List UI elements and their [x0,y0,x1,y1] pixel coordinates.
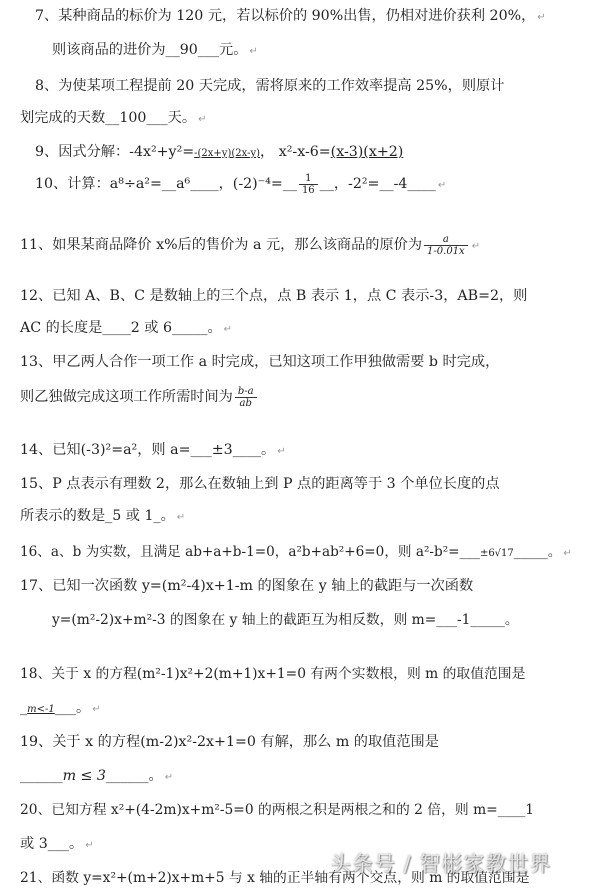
question-11-fraction: $\frac{a}{1-0.01x}$ [424,234,468,257]
question-20-answer: 或 3___。 [20,836,84,852]
question-19-text: 19、关于 x 的方程(m-2)x²-2x+1=0 有解，那么 m 的取值范围是 [20,734,439,750]
question-7-answer: 则该商品的进价为__90___元。 [52,42,248,58]
question-13-line-2: 则乙独做完成这项工作所需时间为 $\frac{b-a}{ab}$ [20,384,591,410]
question-9-answer-2: (x-3)(x+2) [330,144,404,160]
question-9-answer-1: -(2x+y)(2x-y) [194,148,261,159]
question-13-text: 13、甲乙两人合作一项工作 a 时完成，已知这项工作甲独做需要 b 时完成， [20,354,500,370]
question-7-line-1: 7、某种商品的标价为 120 元，若以标价的 90%出售，仍相对进价获利 20%， ↵ [35,8,546,24]
question-11: 11、如果某商品降价 x%后的售价为 a 元，那么该商品的原价为 $\frac{a}{1-0.01x}$ ↵ [20,233,481,257]
question-13-line-1 [20,352,591,372]
question-16-answer: ±6√17 [479,548,514,559]
watermark-text: 头条号 / 智彬家教世界 [330,852,552,876]
question-12-line-1 [20,286,591,306]
question-12-answer: AC 的长度是____2 或 6_____。 [20,320,222,336]
question-19-line-2: ______m ≤ 3______。 ↵ [20,768,174,784]
question-12-line-2: AC 的长度是____2 或 6_____。 ↵ [20,320,233,336]
question-7-text: 7、某种商品的标价为 120 元，若以标价的 90%出售，仍相对进价获利 20%， [35,8,536,24]
question-18-text: 18、关于 x 的方程(m²-1)x²+2(m+1)x+1=0 有两个实数根，则 m 的取值范围是 [20,666,526,682]
question-15-answer: 所表示的数是_5 或 1_。 [20,508,175,524]
question-16: 16、a、b 为实数，且满足 ab+a+b-1=0，a²b+ab²+6=0，则 a²-b²=___±6√17_____。 ↵ [20,544,572,560]
question-18-line-1 [20,664,591,684]
question-20-line-1 [20,800,591,820]
question-14: 14、已知(-3)²=a²，则 a=___±3____。 ↵ [20,442,286,458]
question-10-fraction: $\frac{1}{16}$ [299,173,318,196]
question-8-answer: 划完成的天数__100___天。 [20,110,197,126]
question-12-text: 12、已知 A、B、C 是数轴上的三个点，点 B 表示 1，点 C 表示-3，AB=2，则 [20,288,528,304]
question-10-answer-1: a⁶ [176,176,191,192]
question-17-line-1 [20,576,591,596]
question-18-answer: m<-1 [27,704,55,715]
question-21: 21、函数 y=x²+(m+2)x+m+5 与 x 轴的正半轴有两个交点，则 m 的取值范围是 [20,870,530,886]
question-15-line-1 [20,474,591,494]
question-20-line-2: 或 3___。 ↵ [20,836,94,852]
question-10: 10、计算：a⁸÷a²=__a⁶____，(-2)⁻⁴=__ $\frac{1}{16}$ __，-2²=__-4____ ↵ [35,172,447,196]
question-8-line-2: 划完成的天数__100___天。 ↵ [20,110,207,126]
question-19-answer: m ≤ 3 [62,768,106,784]
question-8-text: 8、为使某项工程提前 20 天完成，需将原来的工作效率提高 25%，则原计 [35,78,505,94]
question-15-text: 15、P 点表示有理数 2，那么在数轴上到 P 点的距离等于 3 个单位长度的点 [20,476,500,492]
question-13-fraction: $\frac{b-a}{ab}$ [235,386,257,409]
question-17-line-2 [52,610,591,630]
question-18-line-2: _m<-1___。 ↵ [20,700,101,716]
question-19-line-1 [20,732,591,752]
question-17-answer: y=(m²-2)x+m²-3 的图象在 y 轴上的截距互为相反数，则 m=___-1_____。 [52,612,519,628]
question-15-line-2: 所表示的数是_5 或 1_。 ↵ [20,508,186,524]
question-7-line-2: 则该商品的进价为__90___元。 ↵ [52,42,258,58]
question-8-line-1 [35,76,591,96]
question-17-text: 17、已知一次函数 y=(m²-4)x+1-m 的图象在 y 轴上的截距与一次函数 [20,578,474,594]
question-20-text: 20、已知方程 x²+(4-2m)x+m²-5=0 的两根之积是两根之和的 2 倍，则 m=____1 [20,802,535,818]
question-9: 9、因式分解：-4x²+y²=-(2x+y)(2x-y)， x²-x-6=(x-3)(x+2) [35,144,404,160]
